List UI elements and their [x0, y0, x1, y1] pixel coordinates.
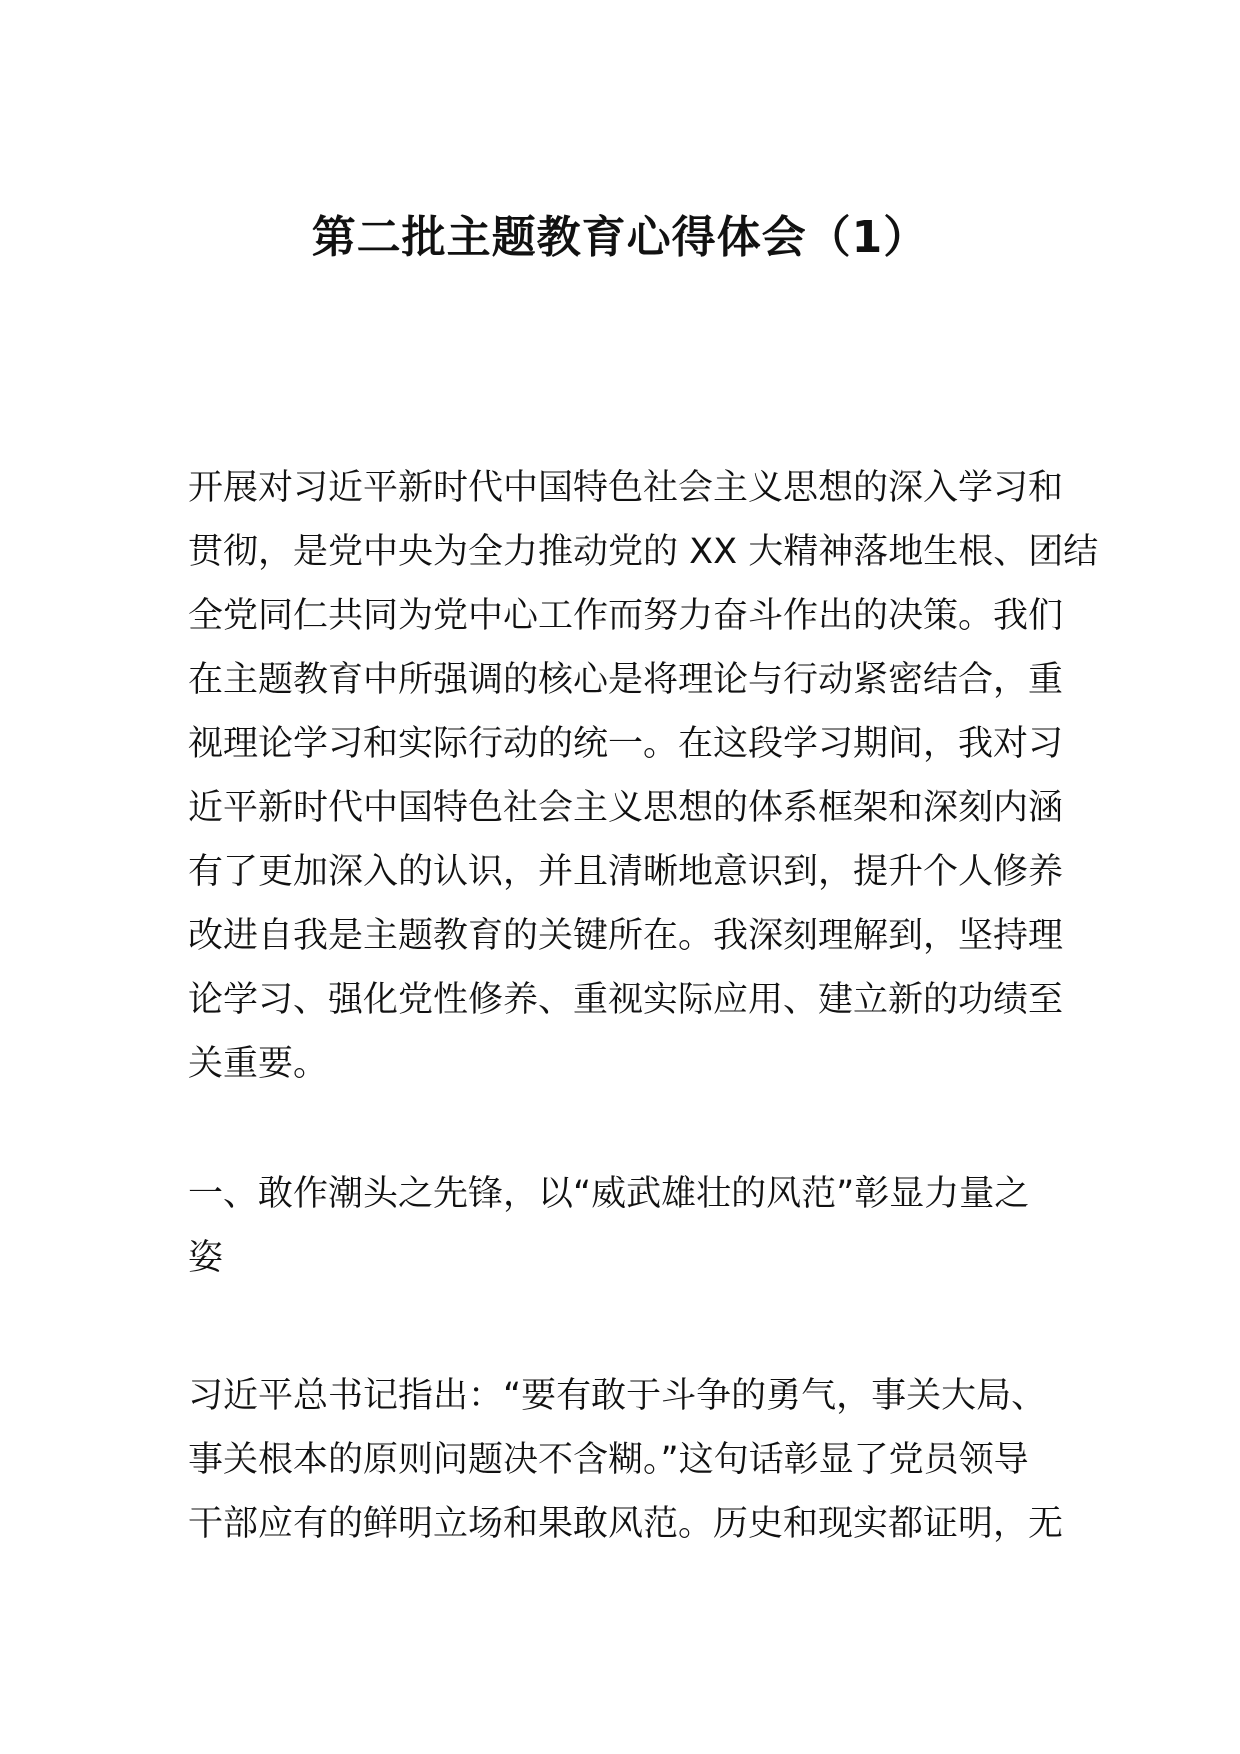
paragraph-line: 视理论学习和实际行动的统一。在这段学习期间，我对习: [188, 724, 1064, 764]
paragraph-line: 开展对习近平新时代中国特色社会主义思想的深入学习和: [188, 468, 1064, 508]
paragraph-line: 关重要。: [188, 1044, 329, 1084]
paragraph-line: 贯彻，是党中央为全力推动党的 XX 大精神落地生根、团结: [188, 532, 1099, 572]
section-heading: [188, 1162, 1068, 1290]
paragraph-line: 在主题教育中所强调的核心是将理论与行动紧密结合，重: [188, 660, 1064, 700]
paragraph-line: 习近平总书记指出：“要有敢于斗争的勇气，事关大局、: [188, 1376, 1047, 1416]
paragraph-line: 改进自我是主题教育的关键所在。我深刻理解到，坚持理: [188, 916, 1064, 956]
paragraph-line: 干部应有的鲜明立场和果敢风范。历史和现实都证明，无: [188, 1504, 1064, 1544]
section-heading-line: 一、敢作潮头之先锋，以“威武雄壮的风范”彰显力量之: [188, 1174, 1030, 1214]
paragraph-line: 全党同仁共同为党中心工作而努力奋斗作出的决策。我们: [188, 596, 1064, 636]
paragraph-line: 论学习、强化党性修养、重视实际应用、建立新的功绩至: [188, 980, 1064, 1020]
paragraph-intro: [188, 456, 1099, 1096]
document-title: 第二批主题教育心得体会（1）: [311, 212, 929, 263]
paragraph-section-1: [188, 1364, 1068, 1556]
paragraph-line: 事关根本的原则问题决不含糊。”这句话彰显了党员领导: [188, 1440, 1029, 1480]
section-heading-line: 姿: [188, 1238, 224, 1278]
paragraph-line: 有了更加深入的认识，并且清晰地意识到，提升个人修养: [188, 852, 1064, 892]
paragraph-line: 近平新时代中国特色社会主义思想的体系框架和深刻内涵: [188, 788, 1064, 828]
